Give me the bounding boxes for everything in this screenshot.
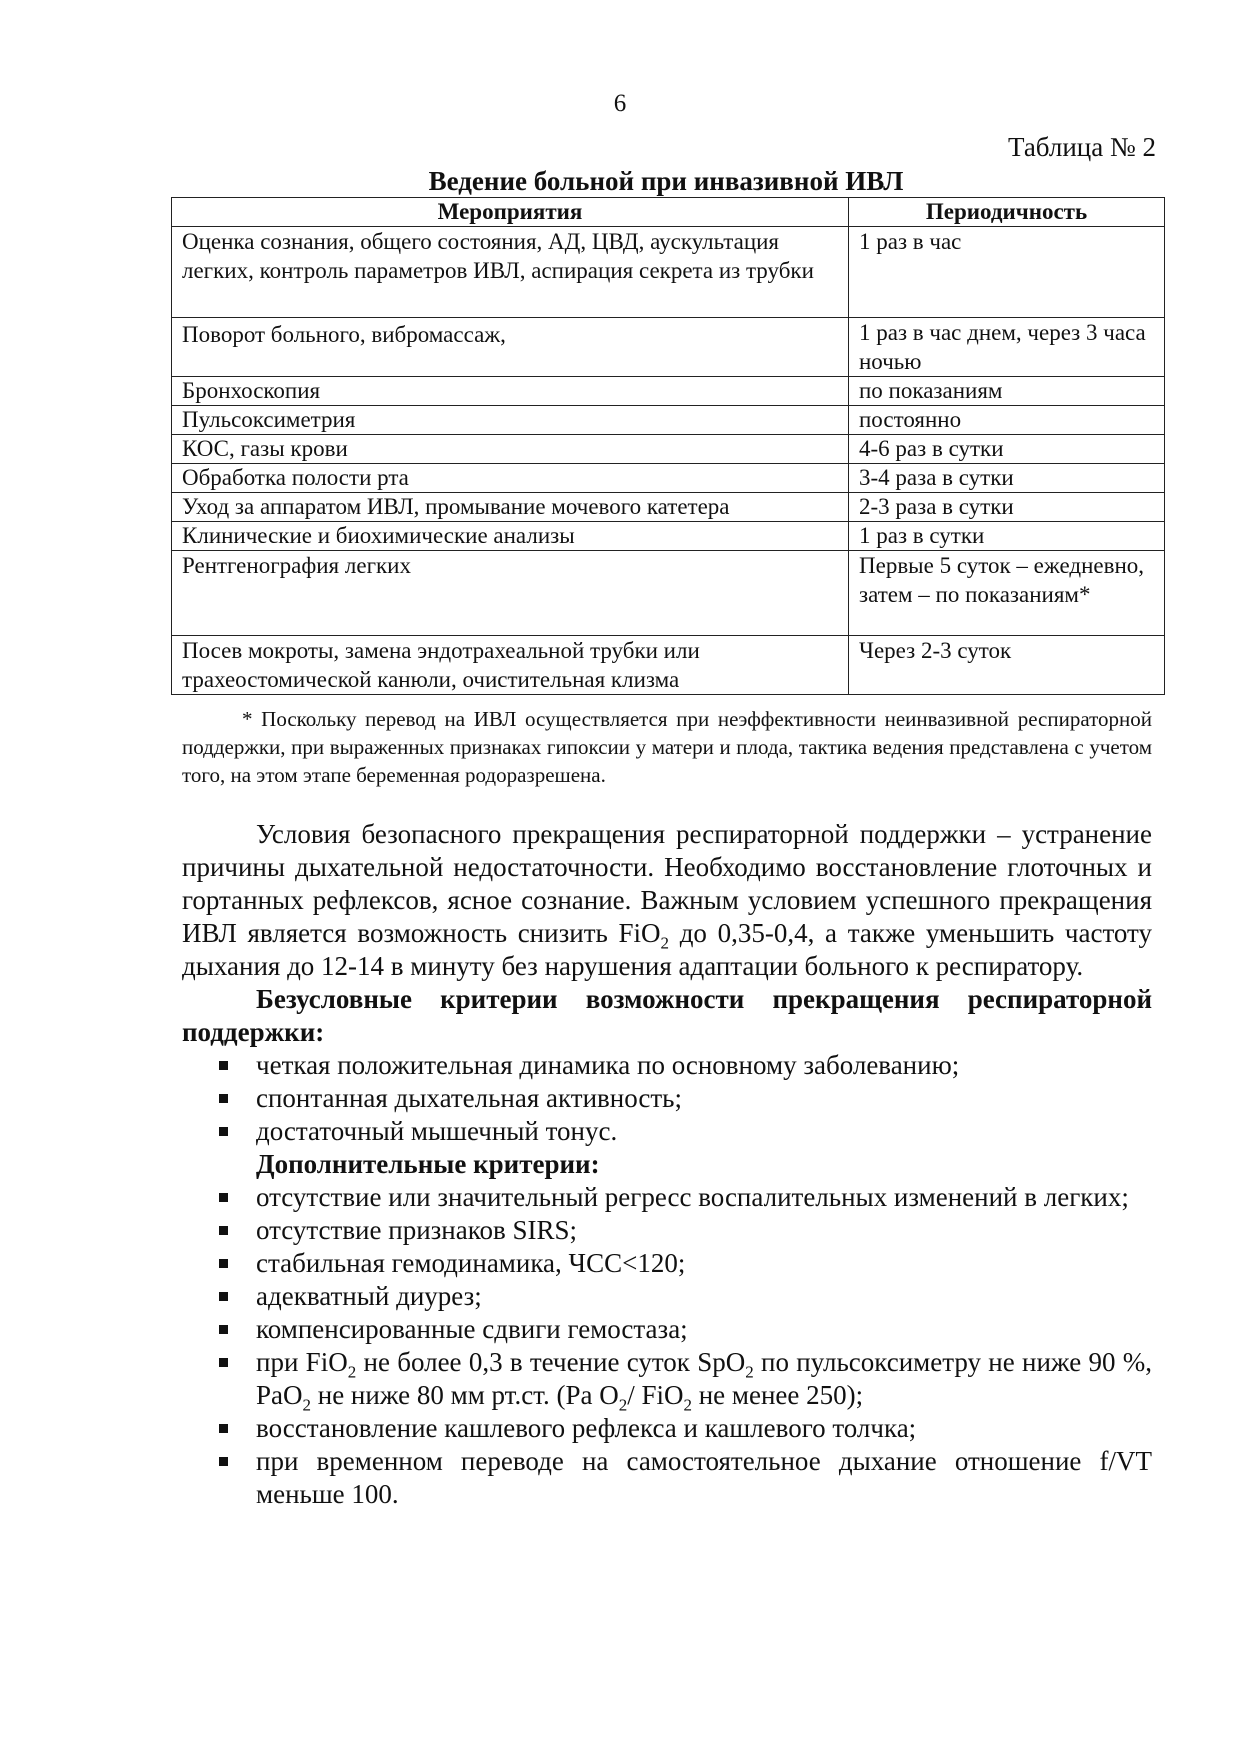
table-footnote — [182, 705, 1152, 789]
table-row — [172, 406, 1165, 435]
periodicity-cell: по показаниям — [849, 377, 1165, 406]
procedure-cell: Посев мокроты, замена эндотрахеальной трубки или трахеостомической канюли, очистительная клизма — [172, 636, 849, 695]
procedure-cell: Оценка сознания, общего состояния, АД, ЦВД, аускультация легких, контроль параметров ИВЛ, аспирация секрета из трубки — [172, 227, 849, 318]
heading-additional-criteria: Дополнительные критерии: — [256, 1149, 600, 1179]
periodicity-cell: 1 раз в час — [849, 227, 1165, 318]
procedure-cell: Уход за аппаратом ИВЛ, промывание мочевого катетера — [172, 493, 849, 522]
periodicity-cell: 1 раз в час днем, через 3 часа ночью — [849, 318, 1165, 377]
column-header-periodicity: Периодичность — [849, 198, 1165, 227]
list-item: восстановление кашлевого рефлекса и кашлевого толчка; — [182, 1412, 1152, 1445]
body-text — [182, 818, 1152, 1511]
list-item: при временном переводе на самостоятельное дыхание отношение f/VT меньше 100. — [182, 1445, 1152, 1511]
table-row — [172, 435, 1165, 464]
periodicity-cell: 4-6 раз в сутки — [849, 435, 1165, 464]
table-row — [172, 522, 1165, 551]
periodicity-cell: Через 2-3 суток — [849, 636, 1165, 695]
list-item: спонтанная дыхательная активность; — [182, 1082, 1152, 1115]
bullet-icon — [219, 1193, 228, 1202]
list-item: четкая положительная динамика по основному заболеванию; — [182, 1049, 1152, 1082]
page-number: 6 — [613, 90, 627, 117]
periodicity-cell: 2-3 раза в сутки — [849, 493, 1165, 522]
column-header-procedures: Мероприятия — [172, 198, 849, 227]
list-item: достаточный мышечный тонус. — [182, 1115, 1152, 1148]
additional-criteria-list — [182, 1181, 1152, 1511]
list-item: при FiO$_2$ не более 0,3 в течение суток SpO$_2$ по пульсоксиметру не ниже 90 %, PaO$_2$ не ниже 80 мм рт.ст. (Pa $O_2/$ FiO$_2$ не менее 250); — [182, 1346, 1152, 1412]
bullet-icon — [219, 1259, 228, 1268]
procedure-cell: Обработка полости рта — [172, 464, 849, 493]
list-item: адекватный диурез; — [182, 1280, 1152, 1313]
bullet-icon — [219, 1325, 228, 1334]
bullet-icon — [219, 1292, 228, 1301]
periodicity-cell: постоянно — [849, 406, 1165, 435]
paragraph-weaning-conditions: Условия безопасного прекращения респираторной поддержки – устранение причины дыхательной недостаточности. Необходимо восстановление глоточных и гортанных рефлексов, ясное сознание. Важным условием успешного прекращения ИВЛ является возможность снизить FiO$_2$ до 0,35-0,4, а также уменьшить частоту дыхания до 12-14 в минуту без нарушения адаптации больного к респиратору. — [182, 819, 1152, 981]
bullet-icon — [219, 1226, 228, 1235]
table-row — [172, 636, 1165, 695]
table-row — [172, 493, 1165, 522]
periodicity-cell: 1 раз в сутки — [849, 522, 1165, 551]
table-row — [172, 318, 1165, 377]
table-row — [172, 227, 1165, 318]
footnote-text: * Поскольку перевод на ИВЛ осуществляется при неэффективности неинвазивной респираторной поддержки, при выраженных признаках гипоксии у матери и плода, тактика ведения представлена с учетом того, на этом этапе беременная родоразрешена. — [182, 707, 1152, 787]
procedures-table — [171, 197, 1165, 695]
table-label: Таблица № 2 — [1008, 132, 1156, 162]
procedure-cell: Пульсоксиметрия — [172, 406, 849, 435]
periodicity-cell: 3-4 раза в сутки — [849, 464, 1165, 493]
procedure-cell: Рентгенография легких — [172, 551, 849, 636]
table-row — [172, 551, 1165, 636]
table-row — [172, 464, 1165, 493]
heading-unconditional-criteria: Безусловные критерии возможности прекращения респираторной поддержки: — [182, 984, 1152, 1047]
bullet-icon — [219, 1127, 228, 1136]
unconditional-criteria-list — [182, 1049, 1152, 1148]
bullet-icon — [219, 1424, 228, 1433]
periodicity-cell: Первые 5 суток – ежедневно, затем – по показаниям* — [849, 551, 1165, 636]
table-title: Ведение больной при инвазивной ИВЛ — [428, 166, 904, 196]
procedure-cell: Бронхоскопия — [172, 377, 849, 406]
bullet-icon — [219, 1457, 228, 1466]
list-item: компенсированные сдвиги гемостаза; — [182, 1313, 1152, 1346]
table-row — [172, 377, 1165, 406]
list-item: отсутствие признаков SIRS; — [182, 1214, 1152, 1247]
procedure-cell: Поворот больного, вибромассаж, — [172, 318, 849, 377]
table-header-row — [172, 198, 1165, 227]
list-item: стабильная гемодинамика, ЧСС<120; — [182, 1247, 1152, 1280]
bullet-icon — [219, 1094, 228, 1103]
procedure-cell: Клинические и биохимические анализы — [172, 522, 849, 551]
list-item: отсутствие или значительный регресс воспалительных изменений в легких; — [182, 1181, 1152, 1214]
procedure-cell: КОС, газы крови — [172, 435, 849, 464]
bullet-icon — [219, 1061, 228, 1070]
bullet-icon — [219, 1358, 228, 1367]
